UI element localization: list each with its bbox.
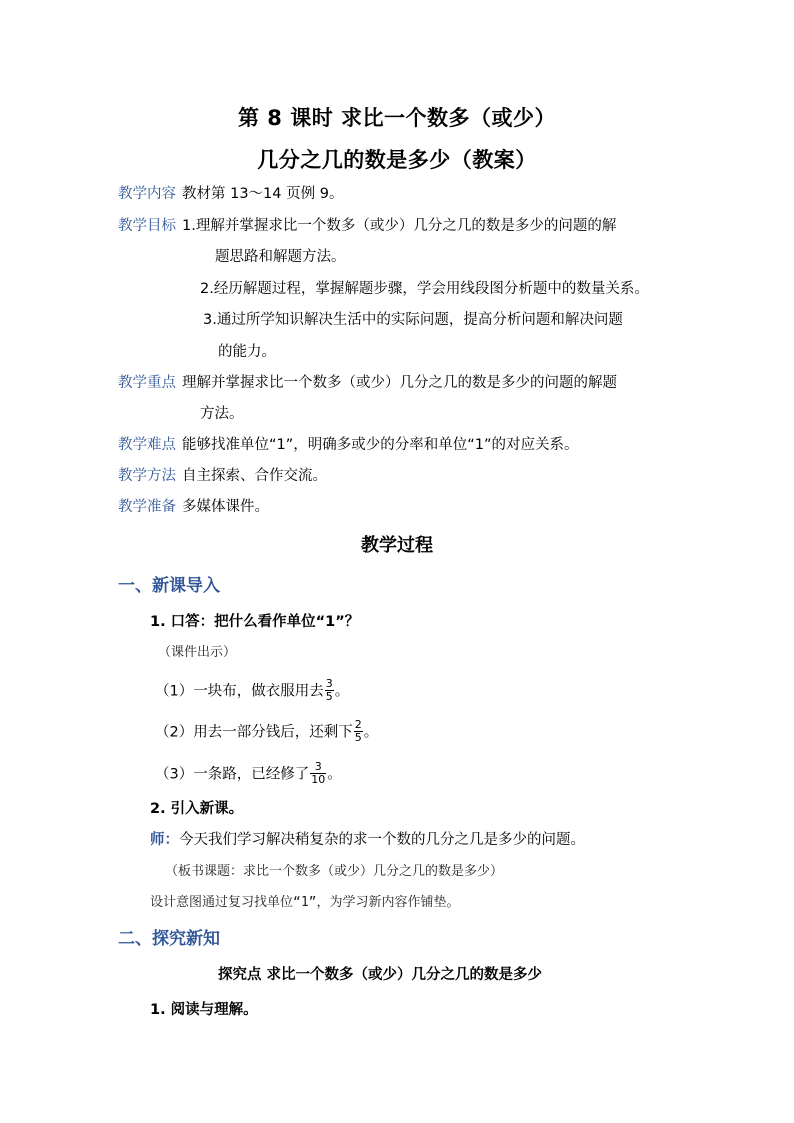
question-3-end: 。: [327, 766, 342, 783]
section-1-heading: 一、新课导入: [118, 576, 220, 596]
info-objectives-row: [118, 215, 616, 237]
question-1-text: （1）一块布，做衣服用去: [155, 683, 324, 700]
objective-1-line-a: 1.理解并掌握求比一个数多（或少）几分之几的数是多少的问题的解: [182, 218, 617, 234]
fraction-numerator: 3: [325, 677, 333, 690]
info-content-row: [118, 183, 343, 205]
question-2-end: 。: [363, 724, 379, 741]
courseware-note: （课件出示）: [158, 645, 237, 660]
info-key-row: [118, 372, 617, 394]
info-prep-label: 教学准备: [118, 499, 176, 515]
document-title-line-1: 第 8 课时 求比一个数多（或少）: [237, 106, 557, 130]
objective-3-line-a: 3.通过所学知识解决生活中的实际问题，提高分析问题和解决问题: [203, 312, 623, 328]
info-difficulty-label: 教学难点: [118, 437, 176, 453]
info-method-text: 自主探索、合作交流。: [182, 468, 327, 484]
question-2-fraction: [354, 719, 363, 744]
info-difficulty-text: 能够找准单位“1”，明确多或少的分率和单位“1”的对应关系。: [182, 437, 579, 453]
info-key-label: 教学重点: [118, 375, 176, 391]
question-3-fraction: [310, 761, 326, 786]
design-intent: 设计意图通过复习找单位“1”，为学习新内容作铺垫。: [150, 895, 460, 910]
section-2-subtitle: 探究点 求比一个数多（或少）几分之几的数是多少: [218, 967, 543, 983]
info-method-label: 教学方法: [118, 468, 176, 484]
info-key-text-a: 理解并掌握求比一个数多（或少）几分之几的数是多少的问题的解题: [182, 375, 617, 391]
question-1: [155, 679, 349, 704]
section-1-item-1: 1. 口答：把什么看作单位“1”？: [150, 614, 360, 630]
teacher-label: 师：: [150, 832, 179, 848]
fraction-denominator: 10: [311, 773, 326, 786]
info-prep-row: [118, 496, 269, 518]
document-title-line-2: 几分之几的数是多少（教案）: [257, 148, 537, 172]
process-title: 教学过程: [361, 535, 433, 556]
objective-1-line-b: 题思路和解题方法。: [215, 249, 346, 265]
question-3: [155, 762, 342, 787]
objective-2: 2.经历解题过程，掌握解题步骤，学会用线段图分析题中的数量关系。: [200, 281, 649, 297]
teacher-text: 今天我们学习解决稍复杂的求一个数的几分之几是多少的问题。: [179, 832, 585, 848]
section-2-heading: 二、探究新知: [118, 929, 220, 949]
question-1-end: 。: [334, 683, 350, 700]
question-3-text: （3）一条路，已经修了: [155, 766, 310, 783]
info-difficulty-row: [118, 434, 579, 456]
teacher-line: [150, 829, 585, 851]
info-method-row: [118, 465, 327, 487]
info-objectives-label: 教学目标: [118, 218, 176, 234]
fraction-numerator: 3: [310, 761, 326, 774]
fraction-numerator: 2: [354, 718, 362, 731]
section-2-item-1: 1. 阅读与理解。: [150, 1002, 258, 1018]
objective-3-line-b: 的能力。: [218, 344, 276, 360]
info-prep-text: 多媒体课件。: [182, 499, 269, 515]
question-2: [155, 720, 378, 745]
question-2-text: （2）用去一部分钱后，还剩下: [155, 724, 353, 741]
section-1-item-2: 2. 引入新课。: [150, 801, 244, 817]
fraction-denominator: 5: [325, 690, 333, 703]
info-content-label: 教学内容: [118, 186, 176, 202]
question-1-fraction: [325, 678, 334, 703]
fraction-denominator: 5: [354, 731, 362, 744]
info-key-text-b: 方法。: [200, 406, 244, 422]
info-content-text: 教材第 13～14 页例 9。: [182, 186, 344, 202]
board-note: （板书课题：求比一个数多（或少）几分之几的数是多少）: [165, 864, 504, 879]
